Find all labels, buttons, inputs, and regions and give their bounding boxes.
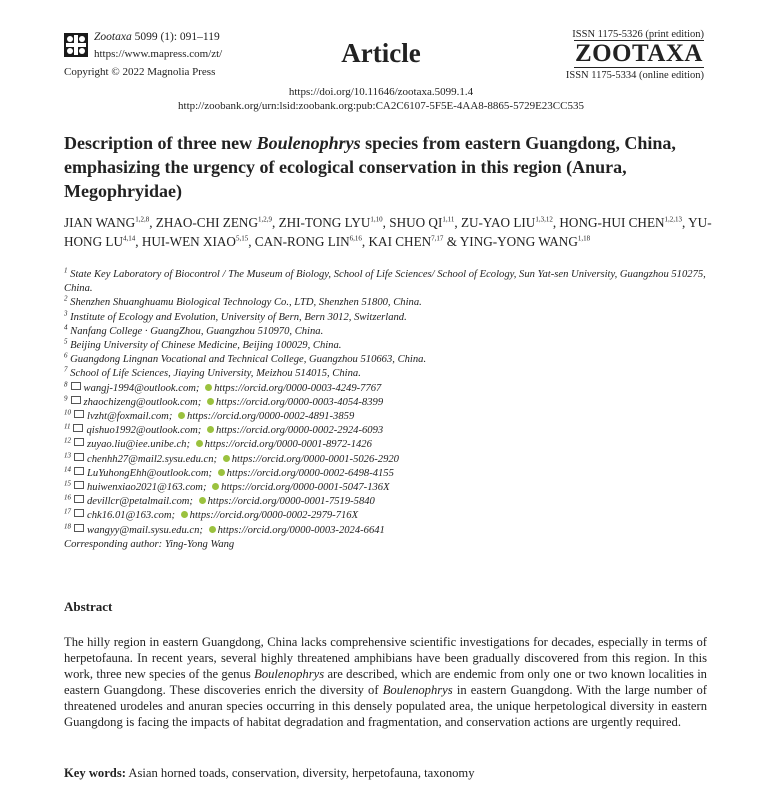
- contact-item: [64, 509, 714, 523]
- orcid-link[interactable]: https://orcid.org/0000-0002-4891-3859: [187, 411, 355, 423]
- author-affiliation-marks: 1,2,8: [135, 215, 150, 224]
- author-affiliation-marks: 1,18: [577, 234, 591, 243]
- abstract-segment: in eastern Guangdong. With the large number of threatened urodeles and anuran species occurring in this densely populated area, the unique herpetological diversity in eastern Guangdong is facing the impacts of habitat degradation and fragmentation, and conservation actions are urgently required.: [64, 683, 707, 730]
- abstract-genus: Boulenophrys: [382, 683, 453, 698]
- contact-number: 12: [64, 436, 71, 445]
- affiliation-number: 6: [64, 351, 68, 360]
- email-icon: [74, 467, 84, 475]
- paper-title: [64, 131, 714, 203]
- contact-number: 18: [64, 522, 71, 531]
- author-name: ZHI-TONG LYU: [278, 215, 371, 230]
- orcid-icon: [207, 398, 214, 405]
- email-link[interactable]: chenhh27@mail2.sysu.edu.cn;: [87, 453, 218, 465]
- email-link[interactable]: chk16.01@163.com;: [87, 510, 175, 522]
- orcid-link[interactable]: https://orcid.org/0000-0001-8972-1426: [204, 439, 372, 451]
- contact-number: 15: [64, 479, 71, 488]
- contact-item: [64, 495, 714, 509]
- affiliation-number: 3: [64, 309, 68, 318]
- title-part-1: Description of three new: [64, 133, 257, 153]
- author-affiliation-marks: 1,10: [370, 215, 383, 224]
- email-icon: [74, 495, 84, 503]
- contact-item: [64, 424, 714, 438]
- orcid-link[interactable]: https://orcid.org/0000-0001-7519-5840: [207, 496, 375, 508]
- author-name: ZU-YAO LIU: [460, 215, 536, 230]
- abstract-segment: The hilly region in eastern Guangdong, China lacks comprehensive scientific investigations for decades, especially in terms of herpetofauna. In recent years, several highly threatened amphibians have been gradually discovered from this region. In this work, three new species of the genus: [64, 635, 707, 682]
- affiliation-number: 7: [64, 365, 68, 374]
- email-icon: [74, 438, 84, 446]
- contact-item: [64, 396, 714, 410]
- affiliation-item: [64, 325, 714, 339]
- copyright-notice: Copyright © 2022 Magnolia Press: [64, 66, 216, 78]
- contact-item: [64, 467, 714, 481]
- orcid-icon: [218, 469, 225, 476]
- email-link[interactable]: wangyy@mail.sysu.edu.cn;: [87, 524, 203, 536]
- contact-item: [64, 382, 714, 396]
- affiliation-text: Nanfang College · GuangZhou, Guangzhou 510970, China.: [70, 325, 324, 337]
- author-name: ZHAO-CHI ZENG: [155, 215, 258, 230]
- orcid-icon: [199, 497, 206, 504]
- affiliation-item: [64, 311, 714, 325]
- email-link[interactable]: zuyao.liu@iee.unibe.ch;: [87, 439, 190, 451]
- author-name: YING-YONG WANG: [459, 234, 578, 249]
- author-name: JIAN WANG: [64, 215, 136, 230]
- email-icon: [73, 424, 83, 432]
- author-name: SHUO QI: [389, 215, 443, 230]
- author-affiliation-marks: 1,3,12: [535, 215, 553, 224]
- email-icon: [71, 396, 81, 404]
- contact-number: 14: [64, 465, 71, 474]
- orcid-link[interactable]: https://orcid.org/0000-0003-4054-8399: [215, 396, 384, 408]
- affiliation-item: [64, 353, 714, 367]
- keywords-label: Key words:: [64, 766, 126, 780]
- orcid-icon: [207, 426, 214, 433]
- affiliation-number: 2: [64, 294, 68, 303]
- journal-brand-logo: ZOOTAXA: [574, 40, 703, 67]
- contact-number: 8: [64, 380, 68, 389]
- affiliation-text: State Key Laboratory of Biocontrol / The Museum of Biology, School of Life Sciences/ School of Ecology, Sun Yat-sen University, Guangzhou 510275, China.: [64, 269, 706, 295]
- affiliation-item: [64, 296, 714, 310]
- orcid-link[interactable]: https://orcid.org/0000-0001-5047-136X: [221, 482, 390, 494]
- affiliation-number: 4: [64, 323, 68, 332]
- email-link[interactable]: zhaochizeng@outlook.com;: [83, 396, 202, 408]
- affiliation-text: Institute of Ecology and Evolution, University of Bern, Bern 3012, Switzerland.: [70, 311, 407, 323]
- orcid-icon: [196, 440, 203, 447]
- author-list: JIAN WANG$^{1,2,8}$, ZHAO-CHI ZENG$^{1,2,9}$, ZHI-TONG LYU$^{1,10}$, SHUO QI$^{1,11}$, ZU-YAO LIU$^{1,3,12}$, HONG-HUI CHEN$^{1,2,13}$, YU-HONG LU$^{4,14}$, HUI-WEN XIAO$^{5,15}$, CAN-RONG LIN$^{6,16}$, KAI CHEN$^{7,17}$ & YING-YONG WANG$^{1,18}$: [64, 215, 712, 249]
- contact-item: [64, 481, 714, 495]
- affiliation-text: Shenzhen Shuanghuamu Biological Technology Co., LTD, Shenzhen 51800, China.: [70, 297, 422, 309]
- doi-link[interactable]: https://doi.org/10.11646/zootaxa.5099.1.4: [288, 86, 474, 98]
- title-part-2: species from eastern Guangdong, China, emphasizing the urgency of ecological conservation in this region (Anura, Megophryidae): [64, 133, 676, 201]
- contact-item: [64, 438, 714, 452]
- contact-number: 16: [64, 493, 71, 502]
- affiliation-item: [64, 367, 714, 381]
- email-link[interactable]: lvzht@foxmail.com;: [87, 411, 173, 423]
- abstract-genus: Boulenophrys: [254, 667, 325, 682]
- author-name: CAN-RONG LIN: [254, 234, 350, 249]
- email-link[interactable]: wangj-1994@outlook.com;: [83, 382, 200, 394]
- author-affiliation-marks: 6,16: [349, 234, 362, 243]
- keywords: [64, 766, 475, 781]
- journal-issue: 5099 (1): 091–119: [134, 31, 220, 43]
- orcid-icon: [178, 412, 185, 419]
- email-icon: [74, 481, 84, 489]
- orcid-icon: [181, 511, 188, 518]
- contact-number: 13: [64, 451, 71, 460]
- email-link[interactable]: huiwenxiao2021@163.com;: [87, 482, 207, 494]
- email-link[interactable]: qishuo1992@outlook.com;: [86, 425, 202, 437]
- keywords-text: Asian horned toads, conservation, diversity, herpetofauna, taxonomy: [128, 766, 475, 780]
- affiliation-text: School of Life Sciences, Jiaying University, Meizhou 514015, China.: [70, 368, 361, 380]
- article-type-label: Article: [341, 38, 421, 68]
- orcid-icon: [223, 455, 230, 462]
- affiliation-text: Beijing University of Chinese Medicine, Beijing 100029, China.: [70, 340, 342, 352]
- affiliation-number: 5: [64, 337, 68, 346]
- author-affiliation-marks: 1,2,13: [664, 215, 683, 224]
- orcid-link[interactable]: https://orcid.org/0000-0002-2979-716X: [189, 510, 359, 522]
- contact-number: 10: [64, 408, 71, 417]
- zoobank-lsid-link[interactable]: http://zoobank.org/urn:lsid:zoobank.org:pub:CA2C6107-5F5E-4AA8-8865-5729E23CC535: [178, 100, 584, 112]
- email-link[interactable]: LuYuhongEhh@outlook.com;: [87, 467, 213, 479]
- affiliation-text: Guangdong Lingnan Vocational and Technical College, Guangzhou 510663, China.: [70, 354, 427, 366]
- email-icon: [74, 524, 84, 532]
- affiliation-list: [64, 268, 714, 552]
- orcid-link[interactable]: https://orcid.org/0000-0002-2924-6093: [215, 425, 384, 437]
- orcid-icon: [209, 526, 216, 533]
- contact-item: [64, 410, 714, 424]
- orcid-link[interactable]: https://orcid.org/0000-0003-4249-7767: [214, 382, 382, 394]
- contact-item: [64, 524, 714, 538]
- author-affiliation-marks: 7,17: [431, 234, 444, 243]
- abstract-heading: Abstract: [64, 599, 113, 614]
- author-affiliation-marks: 4,14: [122, 234, 136, 243]
- affiliation-item: [64, 268, 714, 296]
- contact-number: 9: [64, 394, 68, 403]
- email-icon: [71, 382, 81, 390]
- author-name: HONG-HUI CHEN: [559, 215, 665, 230]
- journal-name: Zootaxa: [94, 31, 132, 43]
- abstract-segment: are described, which are endemic from only one or two known localities in eastern Guangdong. These discoveries enrich the diversity of: [64, 667, 707, 698]
- orcid-link[interactable]: https://orcid.org/0000-0003-2024-6641: [217, 524, 385, 536]
- author-name: KAI CHEN: [368, 234, 432, 249]
- abstract-text: [64, 634, 707, 731]
- corresponding-author: Corresponding author: Ying-Yong Wang: [64, 538, 235, 550]
- author-name: YU-HONG LU: [64, 215, 712, 249]
- email-link[interactable]: devillcr@petalmail.com;: [87, 496, 193, 508]
- issn-online: ISSN 1175-5334 (online edition): [565, 70, 704, 81]
- orcid-icon: [212, 483, 219, 490]
- orcid-link[interactable]: https://orcid.org/0000-0001-5026-2920: [231, 453, 399, 465]
- contact-number: 17: [64, 507, 71, 516]
- author-affiliation-marks: 1,11: [442, 215, 455, 224]
- journal-url-link[interactable]: https://www.mapress.com/zt/: [94, 48, 223, 60]
- affiliation-item: [64, 339, 714, 353]
- affiliation-number: 1: [64, 266, 68, 275]
- author-name: HUI-WEN XIAO: [141, 234, 236, 249]
- issn-print: ISSN 1175-5326 (print edition): [572, 29, 704, 40]
- email-icon: [74, 509, 84, 517]
- title-genus: Boulenophrys: [256, 133, 361, 153]
- author-affiliation-marks: 5,15: [235, 234, 249, 243]
- email-icon: [74, 453, 84, 461]
- contact-number: 11: [64, 422, 71, 431]
- email-icon: [74, 410, 84, 418]
- author-affiliation-marks: 1,2,9: [257, 215, 272, 224]
- orcid-link[interactable]: https://orcid.org/0000-0002-6498-4155: [226, 467, 394, 479]
- orcid-icon: [205, 384, 212, 391]
- contact-item: [64, 453, 714, 467]
